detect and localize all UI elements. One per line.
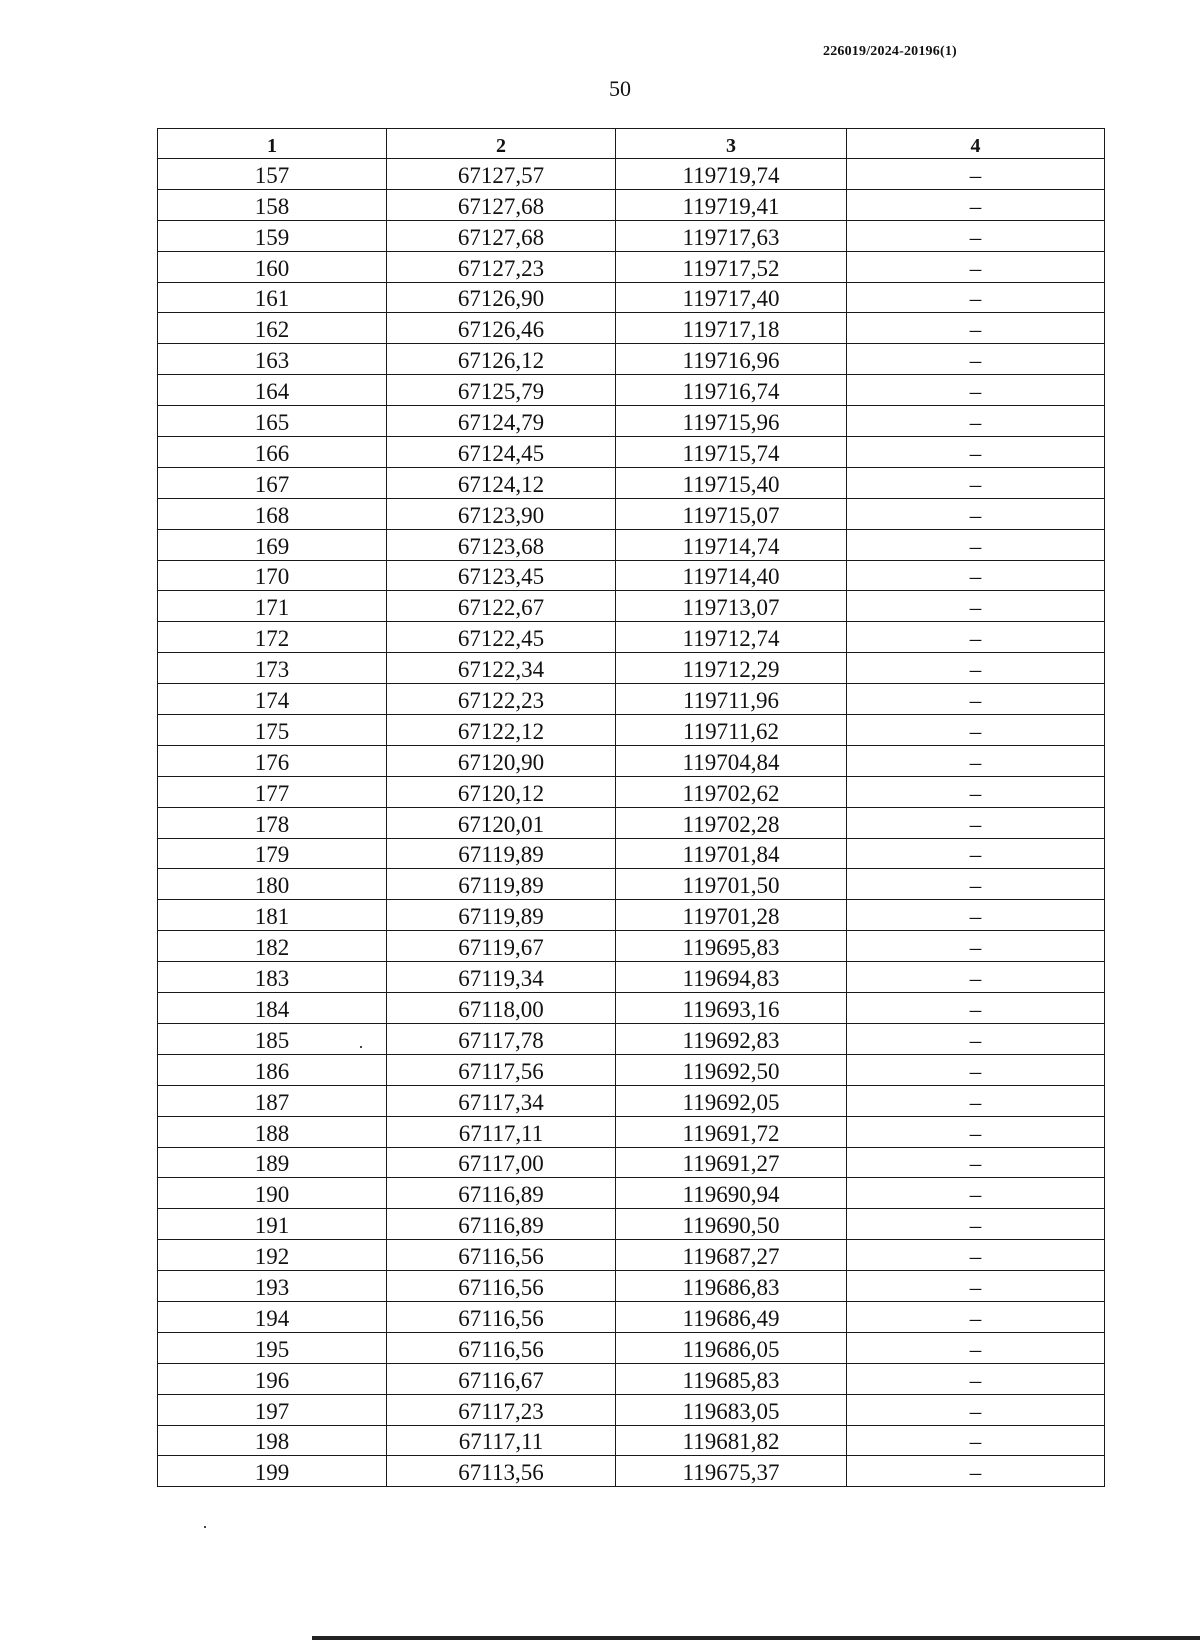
table-cell-col-4: – xyxy=(847,745,1105,776)
table-cell-col-3: 119692,83 xyxy=(616,1023,847,1054)
table-row xyxy=(158,653,1105,684)
table-cell-col-1: 190 xyxy=(158,1178,387,1209)
table-cell-col-3: 119681,82 xyxy=(616,1425,847,1456)
table-row xyxy=(158,1332,1105,1363)
table-cell-col-3: 119701,50 xyxy=(616,869,847,900)
table-cell-col-4: – xyxy=(847,1085,1105,1116)
table-row xyxy=(158,807,1105,838)
table-cell-col-3: 119691,72 xyxy=(616,1116,847,1147)
column-header-4: 4 xyxy=(847,129,1105,159)
table-cell-col-4: – xyxy=(847,807,1105,838)
table-cell-col-4: – xyxy=(847,159,1105,190)
table-cell-col-1: 182 xyxy=(158,931,387,962)
table-cell-col-2: 67123,45 xyxy=(387,560,616,591)
table-cell-col-1: 196 xyxy=(158,1363,387,1394)
table-cell-col-2: 67119,89 xyxy=(387,900,616,931)
table-cell-col-3: 119712,29 xyxy=(616,653,847,684)
table-cell-col-3: 119701,28 xyxy=(616,900,847,931)
table-cell-col-1: 186 xyxy=(158,1054,387,1085)
table-cell-col-2: 67116,56 xyxy=(387,1332,616,1363)
table-row xyxy=(158,437,1105,468)
table-cell-col-3: 119692,05 xyxy=(616,1085,847,1116)
table-cell-col-1: 176 xyxy=(158,745,387,776)
table-cell-col-2: 67116,56 xyxy=(387,1240,616,1271)
table-cell-col-1: 167 xyxy=(158,467,387,498)
table-cell-col-1: 168 xyxy=(158,498,387,529)
document-number: 226019/2024-20196(1) xyxy=(823,44,957,59)
table-cell-col-1: 187 xyxy=(158,1085,387,1116)
table-cell-col-4: – xyxy=(847,715,1105,746)
table-cell-col-4: – xyxy=(847,776,1105,807)
table-cell-col-2: 67119,89 xyxy=(387,838,616,869)
table-row xyxy=(158,1240,1105,1271)
table-cell-col-4: – xyxy=(847,1240,1105,1271)
table-cell-col-4: – xyxy=(847,1363,1105,1394)
table-cell-col-1: 163 xyxy=(158,344,387,375)
table-cell-col-4: – xyxy=(847,1178,1105,1209)
table-row xyxy=(158,467,1105,498)
table-cell-col-2: 67113,56 xyxy=(387,1456,616,1487)
table-cell-col-2: 67127,68 xyxy=(387,189,616,220)
table-cell-col-2: 67122,34 xyxy=(387,653,616,684)
table-cell-col-3: 119711,96 xyxy=(616,684,847,715)
table-cell-col-1: 189 xyxy=(158,1147,387,1178)
table-cell-col-4: – xyxy=(847,1209,1105,1240)
table-cell-col-2: 67117,34 xyxy=(387,1085,616,1116)
table-cell-col-3: 119714,40 xyxy=(616,560,847,591)
table-cell-col-1: 197 xyxy=(158,1394,387,1425)
table-cell-col-4: – xyxy=(847,684,1105,715)
table-cell-col-1: 178 xyxy=(158,807,387,838)
table-row xyxy=(158,869,1105,900)
table-cell-col-2: 67123,68 xyxy=(387,529,616,560)
table-cell-col-1: 174 xyxy=(158,684,387,715)
table-cell-col-3: 119675,37 xyxy=(616,1456,847,1487)
table-cell-col-1: 166 xyxy=(158,437,387,468)
table-cell-col-4: – xyxy=(847,653,1105,684)
table-cell-col-2: 67117,11 xyxy=(387,1425,616,1456)
table-cell-col-1: 194 xyxy=(158,1301,387,1332)
table-cell-col-2: 67126,90 xyxy=(387,282,616,313)
table-cell-col-4: – xyxy=(847,1147,1105,1178)
table-cell-col-4: – xyxy=(847,498,1105,529)
table-row xyxy=(158,251,1105,282)
table-cell-col-4: – xyxy=(847,251,1105,282)
table-cell-col-1: 158 xyxy=(158,189,387,220)
table-cell-col-4: – xyxy=(847,1456,1105,1487)
table-cell-col-1: 184 xyxy=(158,993,387,1024)
table-cell-col-1: 177 xyxy=(158,776,387,807)
table-cell-col-1: 185 xyxy=(158,1023,387,1054)
table-cell-col-1: 181 xyxy=(158,900,387,931)
table-cell-col-2: 67127,57 xyxy=(387,159,616,190)
table-header-row xyxy=(158,129,1105,159)
table-cell-col-2: 67126,12 xyxy=(387,344,616,375)
table-cell-col-3: 119715,40 xyxy=(616,467,847,498)
table-row xyxy=(158,189,1105,220)
table-cell-col-2: 67116,89 xyxy=(387,1178,616,1209)
table-row xyxy=(158,406,1105,437)
table-cell-col-2: 67120,01 xyxy=(387,807,616,838)
table-cell-col-1: 159 xyxy=(158,220,387,251)
table-cell-col-2: 67119,67 xyxy=(387,931,616,962)
table-cell-col-3: 119694,83 xyxy=(616,962,847,993)
table-cell-col-3: 119717,52 xyxy=(616,251,847,282)
table-row xyxy=(158,1054,1105,1085)
table-row xyxy=(158,684,1105,715)
table-row xyxy=(158,375,1105,406)
table-cell-col-1: 172 xyxy=(158,622,387,653)
table-cell-col-4: – xyxy=(847,375,1105,406)
table-cell-col-4: – xyxy=(847,1425,1105,1456)
table-cell-col-4: – xyxy=(847,313,1105,344)
table-cell-col-3: 119715,96 xyxy=(616,406,847,437)
table-cell-col-4: – xyxy=(847,869,1105,900)
column-header-3: 3 xyxy=(616,129,847,159)
table-cell-col-1: 183 xyxy=(158,962,387,993)
table-cell-col-1: 192 xyxy=(158,1240,387,1271)
table-row xyxy=(158,1271,1105,1302)
table-row xyxy=(158,715,1105,746)
table-cell-col-4: – xyxy=(847,1116,1105,1147)
table-row xyxy=(158,529,1105,560)
scan-edge-line xyxy=(312,1636,1200,1640)
table-cell-col-3: 119685,83 xyxy=(616,1363,847,1394)
table-cell-col-2: 67120,90 xyxy=(387,745,616,776)
table-cell-col-3: 119717,63 xyxy=(616,220,847,251)
table-cell-col-3: 119683,05 xyxy=(616,1394,847,1425)
table-cell-col-3: 119693,16 xyxy=(616,993,847,1024)
table-cell-col-1: 171 xyxy=(158,591,387,622)
coordinates-table xyxy=(157,128,1105,1487)
table-row xyxy=(158,159,1105,190)
table-cell-col-3: 119715,74 xyxy=(616,437,847,468)
table-cell-col-3: 119686,49 xyxy=(616,1301,847,1332)
table-cell-col-4: – xyxy=(847,838,1105,869)
table-cell-col-2: 67119,89 xyxy=(387,869,616,900)
table-row xyxy=(158,1425,1105,1456)
table-cell-col-1: 161 xyxy=(158,282,387,313)
table-cell-col-1: 173 xyxy=(158,653,387,684)
table-cell-col-2: 67122,23 xyxy=(387,684,616,715)
table-row xyxy=(158,622,1105,653)
table-cell-col-3: 119701,84 xyxy=(616,838,847,869)
table-cell-col-2: 67122,45 xyxy=(387,622,616,653)
table-cell-col-1: 198 xyxy=(158,1425,387,1456)
scan-speck xyxy=(360,1046,362,1048)
table-row xyxy=(158,220,1105,251)
table-cell-col-3: 119692,50 xyxy=(616,1054,847,1085)
table-cell-col-2: 67116,89 xyxy=(387,1209,616,1240)
table-cell-col-1: 157 xyxy=(158,159,387,190)
table-row xyxy=(158,344,1105,375)
table-cell-col-3: 119690,94 xyxy=(616,1178,847,1209)
page-number: 50 xyxy=(609,76,631,101)
table-cell-col-4: – xyxy=(847,220,1105,251)
table-cell-col-4: – xyxy=(847,1332,1105,1363)
table-cell-col-2: 67127,23 xyxy=(387,251,616,282)
table-cell-col-3: 119702,62 xyxy=(616,776,847,807)
table-row xyxy=(158,1209,1105,1240)
table-cell-col-4: – xyxy=(847,1394,1105,1425)
column-header-2: 2 xyxy=(387,129,616,159)
table-row xyxy=(158,745,1105,776)
table-row xyxy=(158,1116,1105,1147)
table-row xyxy=(158,1147,1105,1178)
table-cell-col-2: 67124,12 xyxy=(387,467,616,498)
table-cell-col-3: 119690,50 xyxy=(616,1209,847,1240)
table-cell-col-2: 67125,79 xyxy=(387,375,616,406)
table-cell-col-3: 119717,18 xyxy=(616,313,847,344)
table-row xyxy=(158,1178,1105,1209)
table-row xyxy=(158,282,1105,313)
table-cell-col-3: 119719,74 xyxy=(616,159,847,190)
table-row xyxy=(158,931,1105,962)
table-cell-col-1: 170 xyxy=(158,560,387,591)
table-cell-col-1: 188 xyxy=(158,1116,387,1147)
table-row xyxy=(158,838,1105,869)
table-cell-col-3: 119712,74 xyxy=(616,622,847,653)
table-cell-col-1: 180 xyxy=(158,869,387,900)
table-cell-col-3: 119691,27 xyxy=(616,1147,847,1178)
column-header-1: 1 xyxy=(158,129,387,159)
table-row xyxy=(158,776,1105,807)
table-row xyxy=(158,1363,1105,1394)
table-cell-col-1: 169 xyxy=(158,529,387,560)
table-cell-col-4: – xyxy=(847,437,1105,468)
table-cell-col-4: – xyxy=(847,591,1105,622)
table-cell-col-3: 119716,74 xyxy=(616,375,847,406)
table-row xyxy=(158,1394,1105,1425)
table-row xyxy=(158,1023,1105,1054)
table-cell-col-2: 67119,34 xyxy=(387,962,616,993)
table-cell-col-4: – xyxy=(847,189,1105,220)
table-cell-col-2: 67124,45 xyxy=(387,437,616,468)
table-cell-col-4: – xyxy=(847,622,1105,653)
table-cell-col-4: – xyxy=(847,900,1105,931)
table-cell-col-4: – xyxy=(847,529,1105,560)
table-row xyxy=(158,1456,1105,1487)
table-row xyxy=(158,993,1105,1024)
table-cell-col-4: – xyxy=(847,1271,1105,1302)
table-cell-col-3: 119716,96 xyxy=(616,344,847,375)
table-cell-col-2: 67124,79 xyxy=(387,406,616,437)
table-row xyxy=(158,900,1105,931)
table-cell-col-3: 119717,40 xyxy=(616,282,847,313)
table-cell-col-3: 119711,62 xyxy=(616,715,847,746)
table-cell-col-4: – xyxy=(847,931,1105,962)
table-row xyxy=(158,498,1105,529)
table-cell-col-2: 67118,00 xyxy=(387,993,616,1024)
table-cell-col-1: 165 xyxy=(158,406,387,437)
table-cell-col-2: 67127,68 xyxy=(387,220,616,251)
table-cell-col-1: 162 xyxy=(158,313,387,344)
table-cell-col-4: – xyxy=(847,1301,1105,1332)
table-cell-col-2: 67116,56 xyxy=(387,1271,616,1302)
table-cell-col-1: 193 xyxy=(158,1271,387,1302)
table-row xyxy=(158,560,1105,591)
table-cell-col-1: 175 xyxy=(158,715,387,746)
table-cell-col-4: – xyxy=(847,406,1105,437)
table-row xyxy=(158,1301,1105,1332)
table-cell-col-3: 119686,83 xyxy=(616,1271,847,1302)
table-cell-col-1: 179 xyxy=(158,838,387,869)
table-cell-col-2: 67120,12 xyxy=(387,776,616,807)
table-cell-col-2: 67123,90 xyxy=(387,498,616,529)
table-cell-col-4: – xyxy=(847,467,1105,498)
table-cell-col-2: 67117,00 xyxy=(387,1147,616,1178)
table-cell-col-1: 164 xyxy=(158,375,387,406)
table-cell-col-4: – xyxy=(847,344,1105,375)
table-cell-col-4: – xyxy=(847,560,1105,591)
table-row xyxy=(158,962,1105,993)
table-row xyxy=(158,1085,1105,1116)
table-cell-col-4: – xyxy=(847,993,1105,1024)
table-cell-col-4: – xyxy=(847,1054,1105,1085)
table-cell-col-3: 119715,07 xyxy=(616,498,847,529)
table-body xyxy=(158,159,1105,1487)
table-cell-col-1: 195 xyxy=(158,1332,387,1363)
table-cell-col-2: 67117,23 xyxy=(387,1394,616,1425)
table-cell-col-4: – xyxy=(847,962,1105,993)
table-cell-col-3: 119686,05 xyxy=(616,1332,847,1363)
table-cell-col-4: – xyxy=(847,1023,1105,1054)
table-cell-col-2: 67122,67 xyxy=(387,591,616,622)
scan-speck xyxy=(204,1526,206,1528)
table-row xyxy=(158,591,1105,622)
table-cell-col-3: 119713,07 xyxy=(616,591,847,622)
table-cell-col-3: 119719,41 xyxy=(616,189,847,220)
table-cell-col-2: 67122,12 xyxy=(387,715,616,746)
table-cell-col-3: 119687,27 xyxy=(616,1240,847,1271)
table-cell-col-2: 67116,67 xyxy=(387,1363,616,1394)
table-cell-col-1: 199 xyxy=(158,1456,387,1487)
table-cell-col-2: 67117,11 xyxy=(387,1116,616,1147)
table-cell-col-1: 160 xyxy=(158,251,387,282)
table-cell-col-2: 67117,78 xyxy=(387,1023,616,1054)
table-cell-col-1: 191 xyxy=(158,1209,387,1240)
table-cell-col-4: – xyxy=(847,282,1105,313)
table-cell-col-2: 67116,56 xyxy=(387,1301,616,1332)
table-cell-col-2: 67117,56 xyxy=(387,1054,616,1085)
table-cell-col-3: 119704,84 xyxy=(616,745,847,776)
table-cell-col-3: 119702,28 xyxy=(616,807,847,838)
table-cell-col-2: 67126,46 xyxy=(387,313,616,344)
table-cell-col-3: 119695,83 xyxy=(616,931,847,962)
table-cell-col-3: 119714,74 xyxy=(616,529,847,560)
table-row xyxy=(158,313,1105,344)
